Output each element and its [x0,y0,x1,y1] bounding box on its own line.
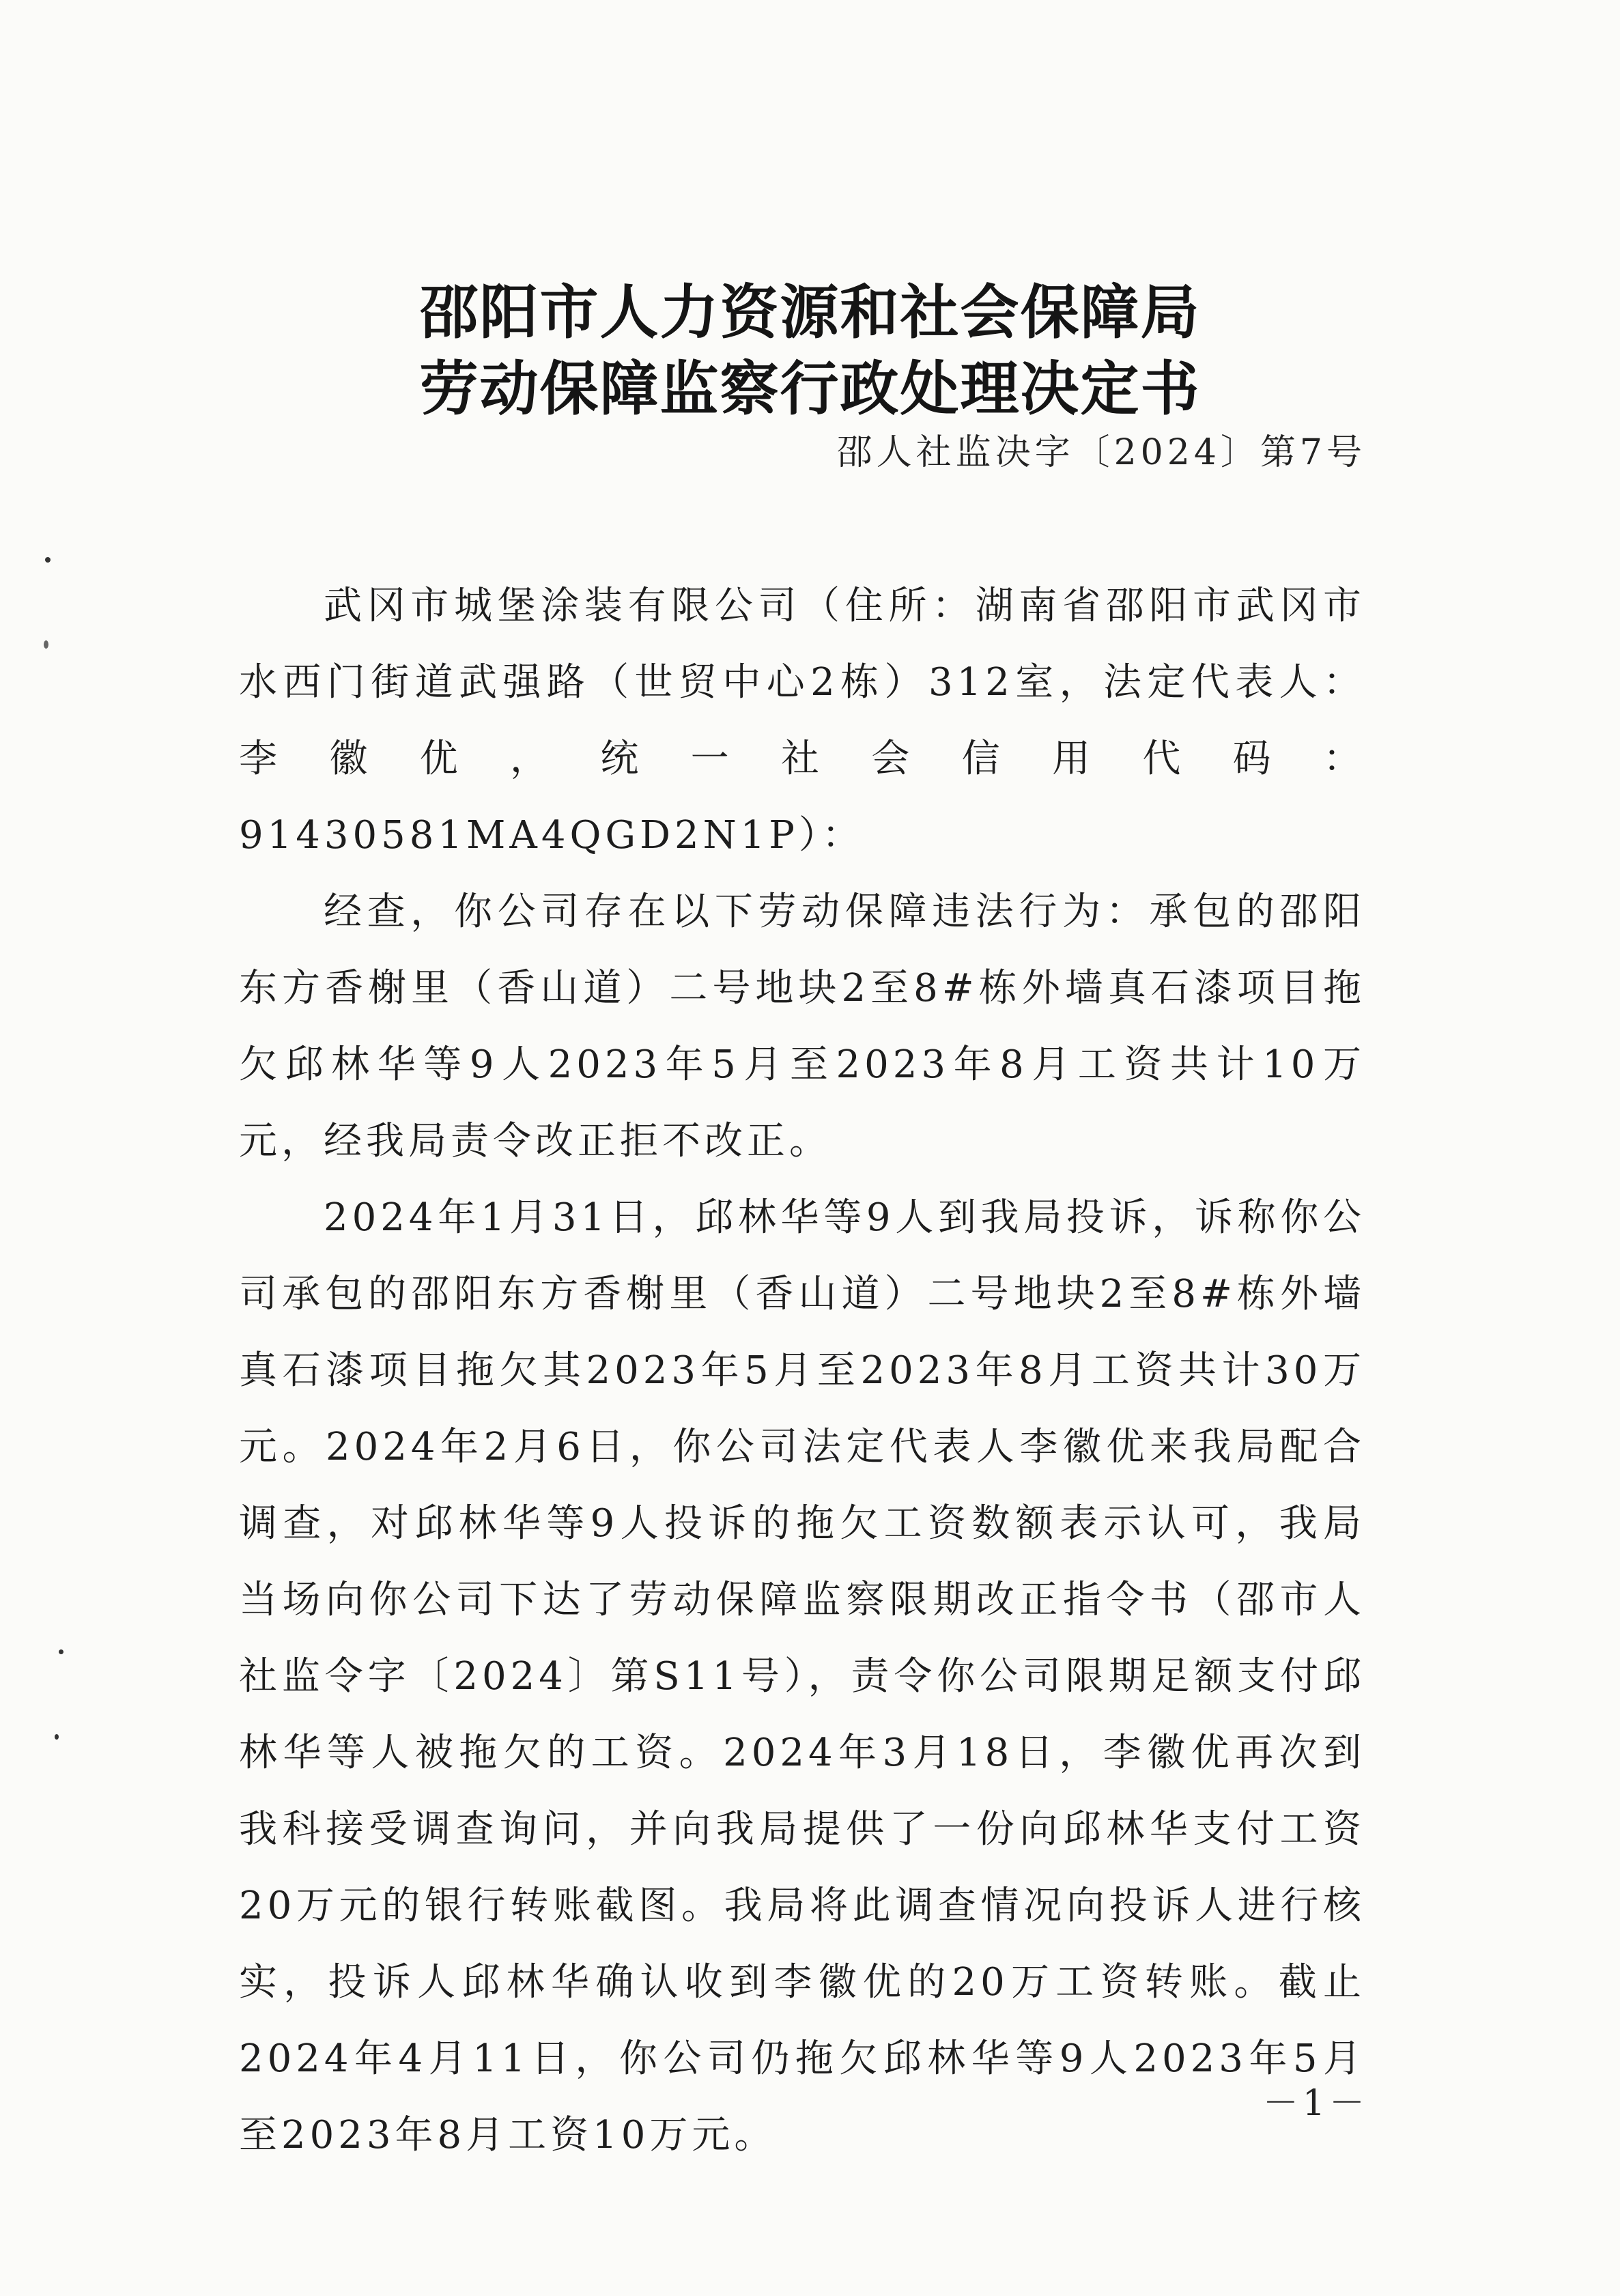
investigation-paragraph: 2024年1月31日，邱林华等9人到我局投诉，诉称你公司承包的邵阳东方香榭里（香山道）二号地块2至8#栋外墙真石漆项目拖欠其2023年5月至2023年8月工资共计30万元。2024年2月6日，你公司法定代表人李徽优来我局配合调查，对邱林华等9人投诉的拖欠工资数额表示认可，我局当场向你公司下达了劳动保障监察限期改正指令书（邵市人社监令字〔2024〕第S11号），责令你公司限期足额支付邱林华等人被拖欠的工资。2024年3月18日，李徽优再次到我科接受调查询问，并向我局提供了一份向邱林华支付工资20万元的银行转账截图。我局将此调查情况向投诉人进行核实，投诉人邱林华确认收到李徽优的20万工资转账。截止2024年4月11日，你公司仍拖欠邱林华等9人2023年5月至2023年8月工资10万元。 [239,1195,1365,2157]
scan-speck [59,1649,63,1654]
findings-paragraph: 经查，你公司存在以下劳动保障违法行为：承包的邵阳东方香榭里（香山道）二号地块2至8#栋外墙真石漆项目拖欠邱林华等9人2023年5月至2023年8月工资共计10万元，经我局责令改正拒不改正。 [239,890,1365,1163]
title-line-1: 邵阳市人力资源和社会保障局 [419,279,1201,347]
scan-speck [45,557,51,563]
document-body [239,568,1365,2174]
scan-speck [55,1734,59,1740]
page-number: －1－ [1262,2083,1369,2124]
title-line-2: 劳动保障监察行政处理决定书 [419,355,1201,423]
scan-speck [44,640,48,649]
addressee-paragraph: 武冈市城堡涂装有限公司（住所：湖南省邵阳市武冈市水西门街道武强路（世贸中心2栋）312室，法定代表人：李徽优，统一社会信用代码：91430581MA4QGD2N1P）： [239,584,1365,858]
document-number: 邵人社监决字〔2024〕第7号 [836,432,1366,473]
